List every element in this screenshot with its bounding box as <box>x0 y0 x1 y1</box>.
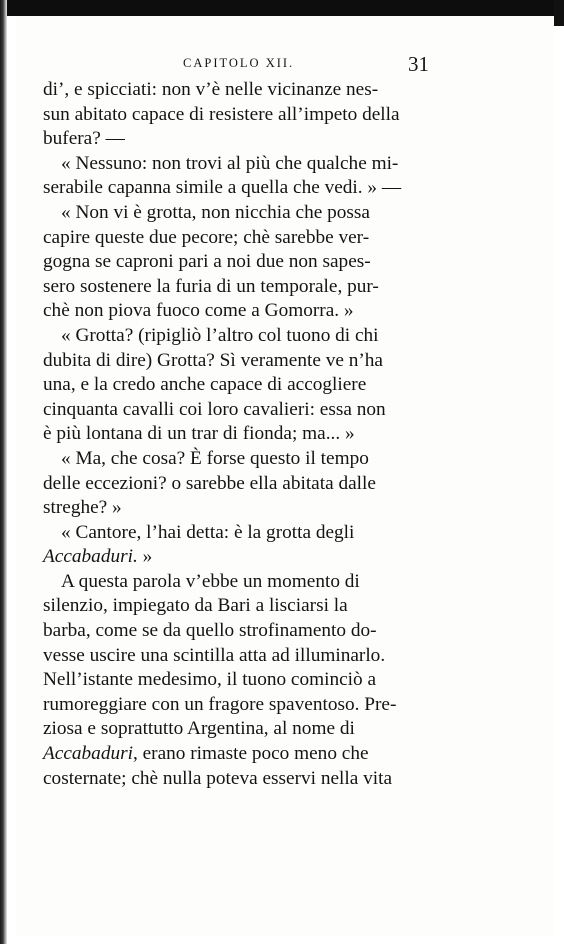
text-line: rumoreggiare con un fragore spaventoso. Pre- <box>43 693 397 715</box>
text-line: Nell’istante medesimo, il tuono cominciò a <box>43 669 377 691</box>
scan-corner-shadow <box>554 0 564 26</box>
text-line: A questa parola v’ebbe un momento di <box>61 570 360 592</box>
text-line: vesse uscire una scintilla atta ad illuminarlo. <box>43 644 386 666</box>
running-title: CAPITOLO XII. <box>183 56 295 70</box>
text-line: una, e la credo anche capace di accogliere <box>43 374 367 396</box>
text-line: « Ma, che cosa? È forse questo il tempo <box>61 447 369 469</box>
text-line: serabile capanna simile a quella che vedi. » — <box>43 177 402 199</box>
text-line: chè non piova fuoco come a Gomorra. » <box>43 300 354 322</box>
body-text <box>43 78 429 791</box>
text-line: barba, come se da quello strofinamento do- <box>43 620 377 642</box>
text-line: « Cantore, l’hai detta: è la grotta degli <box>61 521 355 543</box>
text-line: « Nessuno: non trovi al più che qualche mi- <box>61 152 399 174</box>
text-line: Accabaduri. » <box>43 546 153 568</box>
text-line: silenzio, impiegato da Bari a lisciarsi la <box>43 595 348 617</box>
text-line: sun abitato capace di resistere all’impeto della <box>43 103 400 125</box>
text-line: gogna se caproni pari a noi due non sapes- <box>43 251 371 273</box>
text-line: « Non vi è grotta, non nicchia che possa <box>61 201 370 223</box>
text-line: bufera? — <box>43 128 125 150</box>
text-line: streghe? » <box>43 497 122 519</box>
text-line: capire queste due pecore; chè sarebbe ver- <box>43 226 370 248</box>
text-line: costernate; chè nulla poteva esservi nella vita <box>43 767 393 789</box>
text-line: è più lontana di un trar di fionda; ma... » <box>43 423 355 445</box>
page-number: 31 <box>408 52 429 76</box>
text-line: Accabaduri, erano rimaste poco meno che <box>43 743 369 765</box>
scan-top-border <box>0 0 564 16</box>
text-line: sero sostenere la furia di un temporale, pur- <box>43 275 379 297</box>
scan-left-edge <box>0 0 7 944</box>
text-line: « Grotta? (ripigliò l’altro col tuono di chi <box>61 324 379 346</box>
text-line: delle eccezioni? o sarebbe ella abitata dalle <box>43 472 376 494</box>
text-line: ziosa e soprattutto Argentina, al nome di <box>43 718 355 740</box>
text-line: cinquanta cavalli coi loro cavalieri: essa non <box>43 398 386 420</box>
text-line: dubita di dire) Grotta? Sì veramente ve n’ha <box>43 349 383 371</box>
text-line: di’, e spicciati: non v’è nelle vicinanze nes- <box>43 79 379 100</box>
